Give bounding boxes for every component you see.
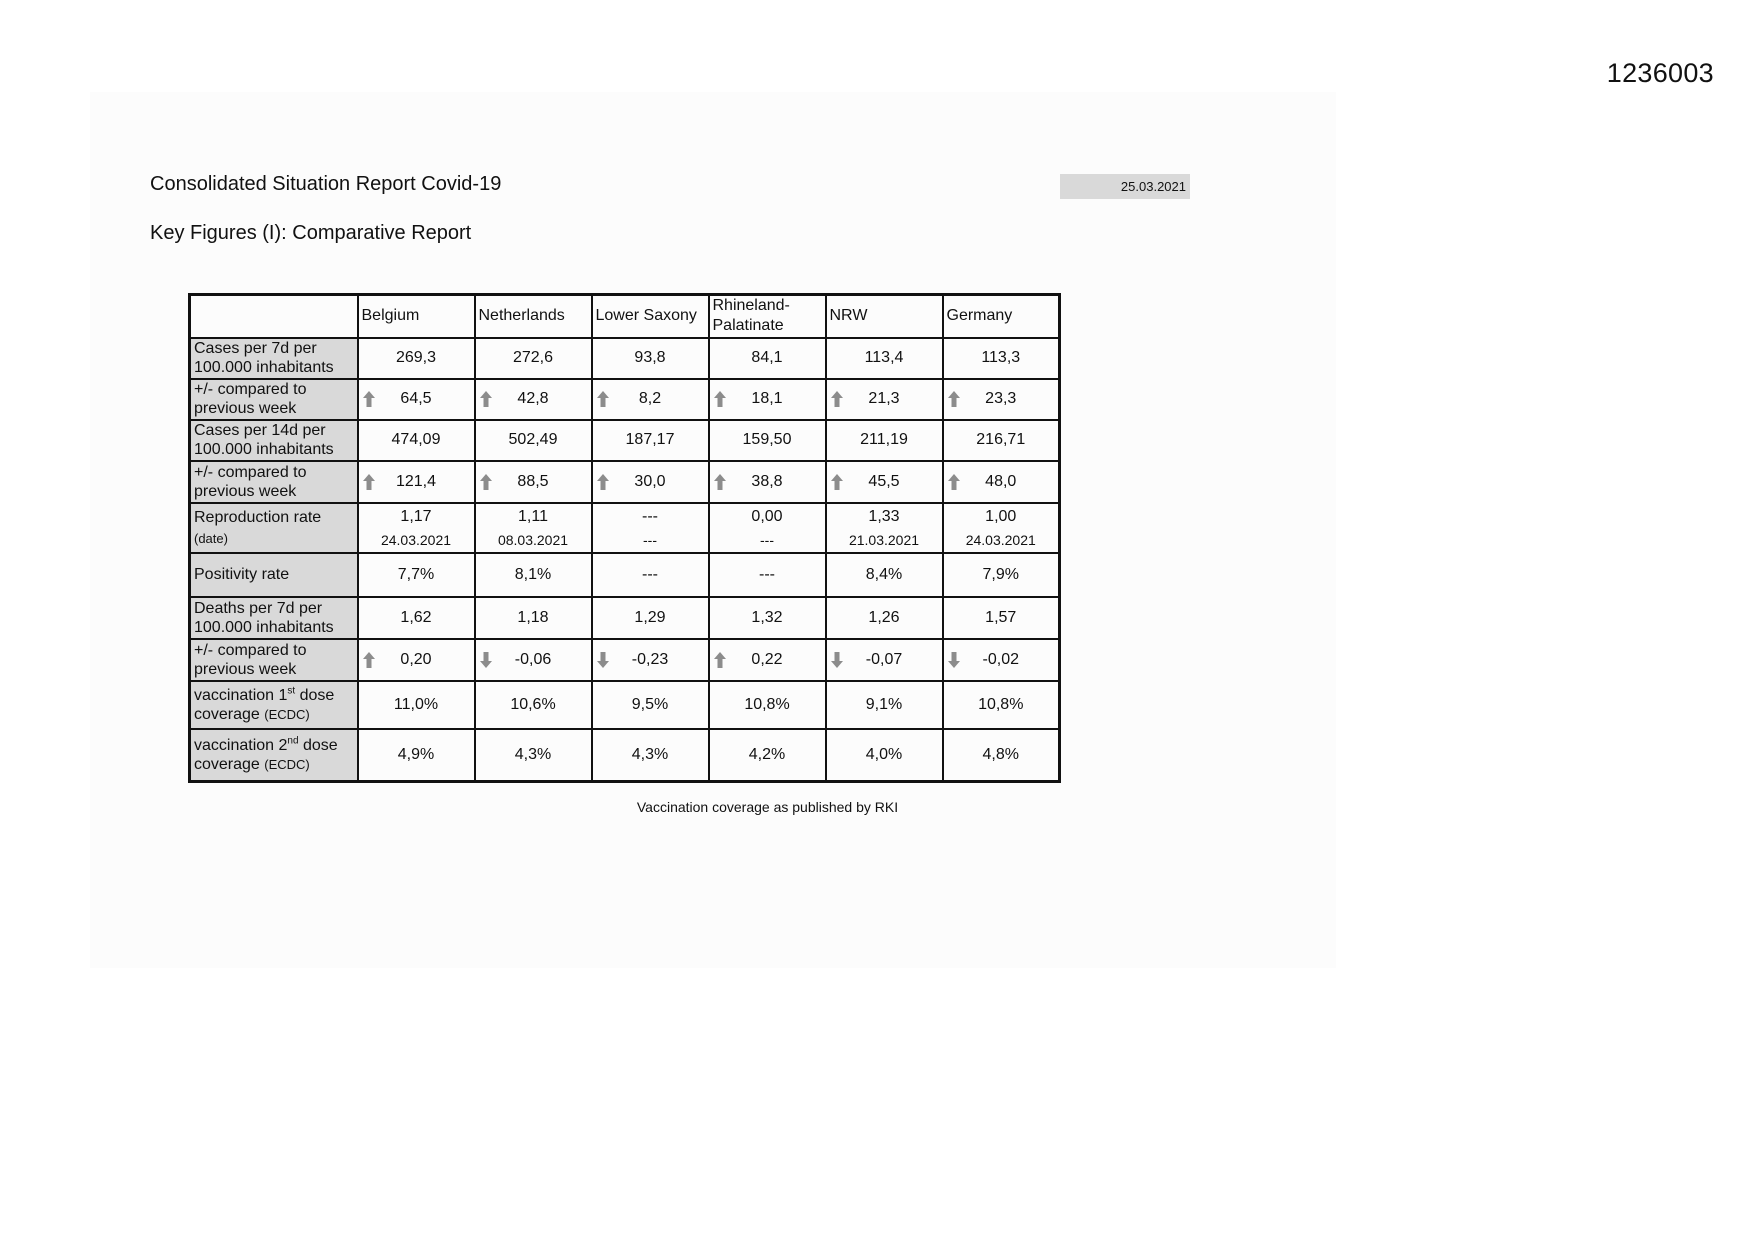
arrow-up-icon bbox=[362, 473, 376, 491]
table-row bbox=[190, 639, 1060, 681]
row-label-main: Reproduction rate bbox=[194, 508, 322, 526]
value-cell bbox=[358, 503, 475, 553]
value-cell: 84,1 bbox=[709, 338, 826, 379]
value-text: 21,3 bbox=[868, 390, 900, 407]
arrow-up-icon bbox=[830, 390, 844, 408]
value-cell: 8,4% bbox=[826, 553, 943, 597]
value-cell: 7,9% bbox=[943, 553, 1060, 597]
arrow-up-icon bbox=[596, 473, 610, 491]
row-label-sup: st bbox=[287, 685, 296, 697]
row-label-part: dose bbox=[298, 736, 338, 754]
row-label bbox=[190, 503, 358, 553]
table-row bbox=[190, 681, 1060, 729]
row-label-sub: (date) bbox=[194, 530, 228, 546]
value-cell: --- bbox=[709, 553, 826, 597]
value-cell bbox=[943, 379, 1060, 420]
arrow-up-icon bbox=[479, 473, 493, 491]
value-cell: 216,71 bbox=[943, 420, 1060, 461]
value-cell: 10,8% bbox=[709, 681, 826, 729]
value-cell bbox=[826, 379, 943, 420]
value-text: 18,1 bbox=[751, 390, 783, 407]
value-cell: 4,8% bbox=[943, 729, 1060, 782]
value-cell: 7,7% bbox=[358, 553, 475, 597]
value-cell bbox=[709, 639, 826, 681]
document-id: 1236003 bbox=[1606, 58, 1714, 88]
reproduction-date: 24.03.2021 bbox=[380, 531, 452, 548]
row-label-part: vaccination 1 bbox=[194, 686, 288, 704]
value-cell bbox=[943, 461, 1060, 503]
value-cell bbox=[592, 503, 709, 553]
reproduction-value: 1,17 bbox=[400, 507, 432, 525]
value-cell bbox=[358, 379, 475, 420]
row-label: Cases per 7d per 100.000 inhabitants bbox=[190, 338, 358, 379]
value-text: 121,4 bbox=[395, 472, 437, 490]
col-header: Germany bbox=[943, 295, 1060, 338]
value-text: -0,07 bbox=[865, 650, 903, 668]
value-cell bbox=[592, 461, 709, 503]
row-label-sup: nd bbox=[287, 735, 299, 747]
table-row bbox=[190, 503, 1060, 553]
value-cell: 1,18 bbox=[475, 597, 592, 639]
reproduction-value: 0,00 bbox=[751, 507, 783, 525]
report-date: 25.03.2021 bbox=[1060, 174, 1190, 199]
arrow-up-icon bbox=[713, 473, 727, 491]
value-cell: 1,57 bbox=[943, 597, 1060, 639]
reproduction-date: 08.03.2021 bbox=[497, 531, 569, 548]
value-cell: 9,1% bbox=[826, 681, 943, 729]
value-text: 23,3 bbox=[985, 390, 1017, 407]
col-header: Rhineland- Palatinate bbox=[709, 295, 826, 338]
value-cell: 159,50 bbox=[709, 420, 826, 461]
table-row bbox=[190, 461, 1060, 503]
value-cell: 1,29 bbox=[592, 597, 709, 639]
value-cell: 113,4 bbox=[826, 338, 943, 379]
value-cell: 9,5% bbox=[592, 681, 709, 729]
value-cell: 269,3 bbox=[358, 338, 475, 379]
arrow-up-icon bbox=[596, 390, 610, 408]
value-cell bbox=[475, 379, 592, 420]
table-row bbox=[190, 379, 1060, 420]
value-cell bbox=[709, 503, 826, 553]
value-text: -0,23 bbox=[631, 650, 669, 668]
table-row bbox=[190, 729, 1060, 782]
value-cell: 10,6% bbox=[475, 681, 592, 729]
value-cell: 4,3% bbox=[592, 729, 709, 782]
footnote: Vaccination coverage as published by RKI bbox=[636, 799, 899, 815]
value-cell bbox=[826, 503, 943, 553]
arrow-up-icon bbox=[947, 390, 961, 408]
reproduction-value: 1,11 bbox=[518, 507, 548, 525]
value-text: 64,5 bbox=[400, 390, 432, 407]
reproduction-value: 1,33 bbox=[868, 507, 900, 525]
row-label-source: (ECDC) bbox=[264, 706, 310, 722]
value-cell: 1,32 bbox=[709, 597, 826, 639]
col-header: Lower Saxony bbox=[592, 295, 709, 338]
value-cell bbox=[592, 639, 709, 681]
reproduction-value: --- bbox=[642, 507, 658, 525]
value-text: -0,06 bbox=[514, 650, 552, 668]
table-row bbox=[190, 420, 1060, 461]
value-text: 38,8 bbox=[751, 472, 783, 490]
row-label-part: coverage bbox=[194, 705, 265, 723]
col-header: Belgium bbox=[358, 295, 475, 338]
value-text: 30,0 bbox=[634, 472, 666, 490]
value-cell bbox=[943, 639, 1060, 681]
value-cell: 474,09 bbox=[358, 420, 475, 461]
row-label: Positivity rate bbox=[190, 553, 358, 597]
row-label-part: dose bbox=[295, 686, 335, 704]
arrow-down-icon bbox=[479, 651, 493, 669]
arrow-up-icon bbox=[362, 390, 376, 408]
reproduction-date: 24.03.2021 bbox=[965, 531, 1036, 548]
arrow-up-icon bbox=[479, 390, 493, 408]
arrow-down-icon bbox=[947, 651, 961, 669]
reproduction-date: 21.03.2021 bbox=[848, 531, 920, 548]
reproduction-date: --- bbox=[643, 531, 657, 548]
row-label: Deaths per 7d per 100.000 inhabitants bbox=[190, 597, 358, 639]
value-cell: 4,2% bbox=[709, 729, 826, 782]
header-row bbox=[190, 295, 1060, 338]
value-cell: 1,26 bbox=[826, 597, 943, 639]
value-cell bbox=[826, 461, 943, 503]
value-cell bbox=[592, 379, 709, 420]
arrow-up-icon bbox=[713, 651, 727, 669]
key-figures-table bbox=[188, 293, 1061, 783]
value-cell: 8,1% bbox=[475, 553, 592, 597]
col-header: Netherlands bbox=[475, 295, 592, 338]
value-text: 0,20 bbox=[400, 650, 432, 668]
value-text: 45,5 bbox=[868, 472, 900, 490]
value-text: 0,22 bbox=[751, 650, 783, 668]
arrow-up-icon bbox=[947, 473, 961, 491]
value-text: 42,8 bbox=[517, 390, 549, 407]
row-label-part: vaccination 2 bbox=[194, 736, 288, 754]
arrow-down-icon bbox=[596, 651, 610, 669]
col-header: NRW bbox=[826, 295, 943, 338]
value-cell bbox=[475, 503, 592, 553]
value-cell: 4,3% bbox=[475, 729, 592, 782]
report-title: Consolidated Situation Report Covid-19 bbox=[150, 173, 502, 195]
row-label-source: (ECDC) bbox=[264, 756, 310, 772]
reproduction-value: 1,00 bbox=[985, 507, 1017, 525]
value-cell: 4,9% bbox=[358, 729, 475, 782]
value-cell bbox=[358, 639, 475, 681]
value-cell: 11,0% bbox=[358, 681, 475, 729]
row-label-part: coverage bbox=[194, 755, 265, 773]
table-row bbox=[190, 338, 1060, 379]
report-subtitle: Key Figures (I): Comparative Report bbox=[150, 222, 472, 244]
value-cell: 93,8 bbox=[592, 338, 709, 379]
table-row bbox=[190, 553, 1060, 597]
value-cell bbox=[943, 503, 1060, 553]
value-text: -0,02 bbox=[982, 650, 1019, 668]
row-label: +/- compared to previous week bbox=[190, 639, 358, 681]
arrow-down-icon bbox=[830, 651, 844, 669]
value-cell bbox=[826, 639, 943, 681]
corner-cell bbox=[190, 295, 358, 338]
value-cell: 4,0% bbox=[826, 729, 943, 782]
value-cell: 211,19 bbox=[826, 420, 943, 461]
arrow-up-icon bbox=[362, 651, 376, 669]
row-label bbox=[190, 729, 358, 782]
value-cell: 1,62 bbox=[358, 597, 475, 639]
value-cell bbox=[475, 639, 592, 681]
value-cell: --- bbox=[592, 553, 709, 597]
value-text: 48,0 bbox=[985, 472, 1017, 490]
value-cell: 187,17 bbox=[592, 420, 709, 461]
value-cell bbox=[709, 461, 826, 503]
value-cell: 10,8% bbox=[943, 681, 1060, 729]
value-cell: 502,49 bbox=[475, 420, 592, 461]
value-text: 88,5 bbox=[517, 472, 549, 490]
row-label: +/- compared to previous week bbox=[190, 461, 358, 503]
arrow-up-icon bbox=[830, 473, 844, 491]
row-label bbox=[190, 681, 358, 729]
arrow-up-icon bbox=[713, 390, 727, 408]
row-label: Cases per 14d per 100.000 inhabitants bbox=[190, 420, 358, 461]
value-text: 8,2 bbox=[638, 390, 662, 407]
row-label: +/- compared to previous week bbox=[190, 379, 358, 420]
value-cell bbox=[475, 461, 592, 503]
value-cell bbox=[709, 379, 826, 420]
value-cell: 113,3 bbox=[943, 338, 1060, 379]
table-row bbox=[190, 597, 1060, 639]
value-cell: 272,6 bbox=[475, 338, 592, 379]
value-cell bbox=[358, 461, 475, 503]
reproduction-date: --- bbox=[760, 531, 774, 548]
